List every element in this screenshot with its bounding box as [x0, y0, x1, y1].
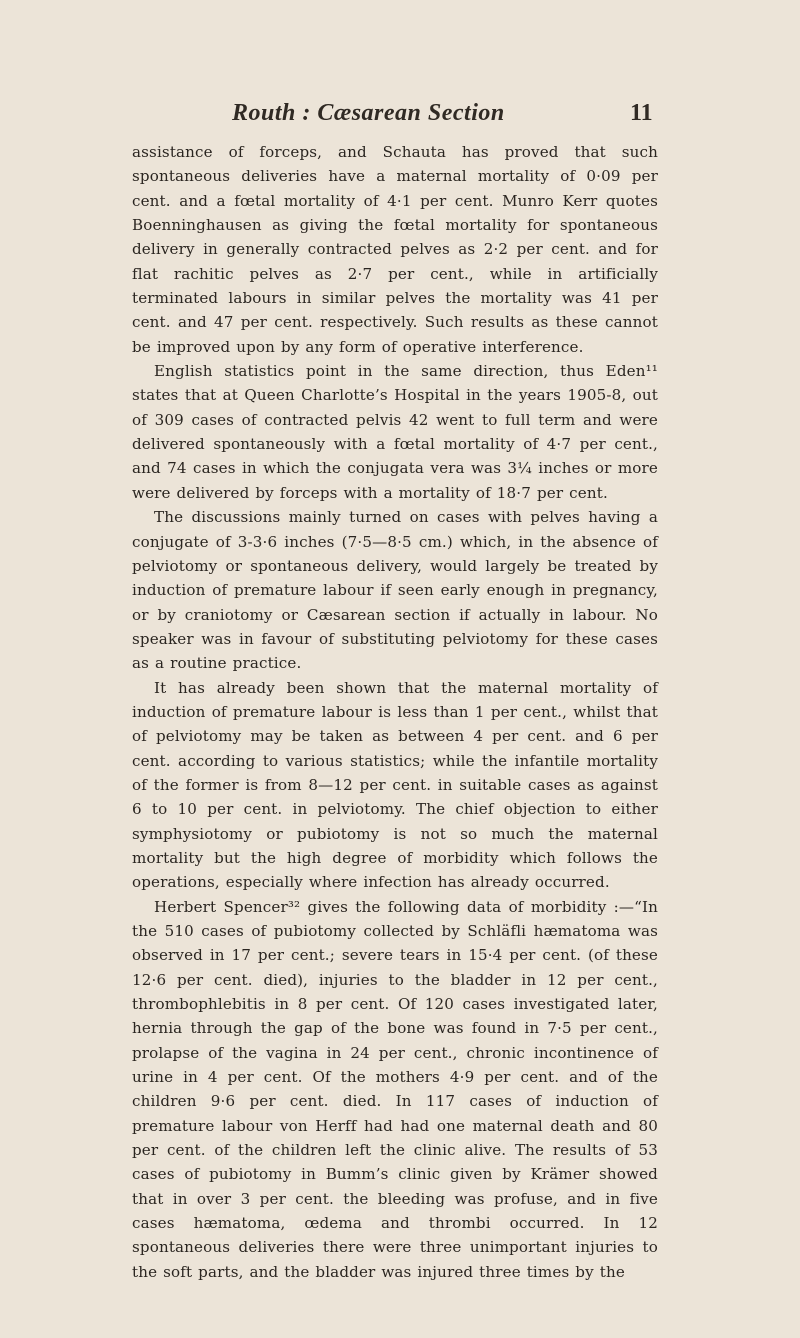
- paragraph-discussions: The discussions mainly turned on cases with pelves having a conjugate of 3-3·6 inches (7·5—8·5 cm.) which, in the absence of pelviotomy or spontaneous delivery, would largely be treated by induction of premature labour if seen early enough in pregnancy, or by craniotomy or Cæsarean section if actually in labour. No speaker was in favour of substituting pelviotomy for these cases as a routine practice.: [132, 508, 658, 673]
- body-text: [132, 140, 658, 1284]
- paragraph-maternal-mortality: It has already been shown that the maternal mortality of induction of premature labour is less than 1 per cent., whilst that of pelviotomy may be taken as between 4 per cent. and 6 per cent. according to various statistics; while the infantile mortality of the former is from 8—12 per cent. in suitable cases as against 6 to 10 per cent. in pelviotomy. The chief objection to either symphysiotomy or pubiotomy is not so much the maternal mortality but the high degree of morbidity which follows the operations, especially where infection has already occurred.: [132, 678, 658, 892]
- paragraph-morbidity-data: Herbert Spencer³² gives the following data of morbidity :—“In the 510 cases of pubiotomy collected by Schläfli hæmatoma was observed in 17 per cent.; severe tears in 15·4 per cent. (of these 12·6 per cent. died), injuries to the bladder in 12 per cent., thrombophlebitis in 8 per cent. Of 120 cases investigated later, hernia through the gap of the bone was found in 7·5 per cent., prolapse of the vagina in 24 per cent., chronic incontinence of urine in 4 per cent. Of the mothers 4·9 per cent. and of the children 9·6 per cent. died. In 117 cases of induction of premature labour von Herff had had one maternal death and 80 per cent. of the children left the clinic alive. The results of 53 cases of pubiotomy in Bumm’s clinic given by Krämer showed that in over 3 per cent. the bleeding was profuse, and in five cases hæmatoma, œdema and thrombi occurred. In 12 spontaneous deliveries there were three unimportant injuries to the soft parts, and the bladder was injured three times by the: [132, 897, 658, 1281]
- running-title: Routh : Cæsarean Section: [232, 100, 505, 126]
- paragraph-continued: assistance of forceps, and Schauta has proved that such spontaneous deliveries have a maternal mortality of 0·09 per cent. and a fœtal mortality of 4·1 per cent. Munro Kerr quotes Boenninghausen as giving the fœtal mortality for spontaneous delivery in generally contracted pelves as 2·2 per cent. and for flat rachitic pelves as 2·7 per cent., while in artificially terminated labours in similar pelves the mortality was 41 per cent. and 47 per cent. respectively. Such results as these cannot be improved upon by any form of operative interference.: [132, 143, 658, 356]
- paragraph-english-statistics: English statistics point in the same direction, thus Eden¹¹ states that at Queen Charlotte’s Hospital in the years 1905-8, out of 309 cases of contracted pelvis 42 went to full term and were delivered spontaneously with a fœtal mortality of 4·7 per cent., and 74 cases in which the conjugata vera was 3¼ inches or more were delivered by forceps with a mortality of 18·7 per cent.: [132, 362, 658, 502]
- page-number: 11: [630, 100, 653, 126]
